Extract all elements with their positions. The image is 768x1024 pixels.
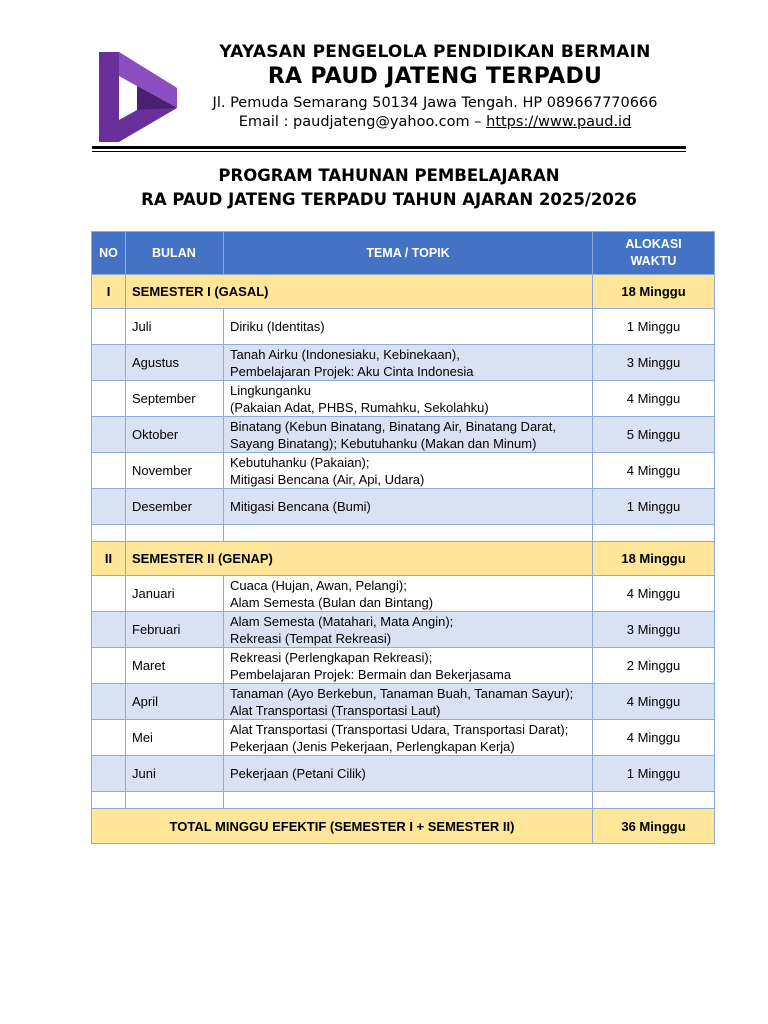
col-header-no: NO — [92, 232, 126, 275]
blank-cell — [224, 792, 593, 809]
email-text: Email : paudjateng@yahoo.com – — [238, 114, 487, 130]
duration-cell: 1 Minggu — [593, 309, 715, 345]
table-row — [92, 309, 715, 345]
row-number-cell — [92, 453, 126, 489]
school-name: RA PAUD JATENG TERPADU — [267, 64, 603, 89]
month-cell: Maret — [126, 648, 224, 684]
program-table — [91, 231, 715, 844]
col-header-alokasi-line2: WAKTU — [630, 254, 677, 268]
month-cell: Desember — [126, 489, 224, 525]
month-cell: Juni — [126, 756, 224, 792]
blank-cell — [593, 792, 715, 809]
theme-line: Sayang Binatang); Kebutuhanku (Makan dan Minum) — [230, 435, 537, 451]
table-row — [92, 756, 715, 792]
theme-cell — [224, 489, 593, 525]
row-number-cell — [92, 612, 126, 648]
theme-line: Binatang (Kebun Binatang, Binatang Air, Binatang Darat, — [230, 418, 556, 434]
month-cell: Januari — [126, 576, 224, 612]
blank-cell — [224, 525, 593, 542]
semester-number: I — [92, 275, 126, 309]
theme-cell — [224, 720, 593, 756]
semester-label: SEMESTER II (GENAP) — [126, 542, 593, 576]
row-number-cell — [92, 756, 126, 792]
semester-number: II — [92, 542, 126, 576]
logo-icon — [97, 50, 179, 142]
theme-cell — [224, 309, 593, 345]
row-number-cell — [92, 720, 126, 756]
row-number-cell — [92, 417, 126, 453]
duration-cell: 2 Minggu — [593, 648, 715, 684]
duration-cell: 4 Minggu — [593, 381, 715, 417]
row-number-cell — [92, 684, 126, 720]
total-label: TOTAL MINGGU EFEKTIF (SEMESTER I + SEMESTER II) — [92, 809, 593, 844]
row-number-cell — [92, 309, 126, 345]
theme-line: Lingkunganku — [230, 382, 311, 398]
document-title: PROGRAM TAHUNAN PEMBELAJARAN — [218, 166, 560, 185]
table-header-row — [92, 232, 715, 275]
theme-cell — [224, 345, 593, 381]
month-cell: April — [126, 684, 224, 720]
semester-total: 18 Minggu — [593, 275, 715, 309]
duration-cell: 4 Minggu — [593, 720, 715, 756]
theme-line: Tanaman (Ayo Berkebun, Tanaman Buah, Tanaman Sayur); — [230, 685, 574, 701]
theme-line: Alat Transportasi (Transportasi Udara, Transportasi Darat); — [230, 721, 569, 737]
month-cell: Juli — [126, 309, 224, 345]
semester-total: 18 Minggu — [593, 542, 715, 576]
theme-line: Cuaca (Hujan, Awan, Pelangi); — [230, 577, 407, 593]
table-row — [92, 612, 715, 648]
month-cell: November — [126, 453, 224, 489]
theme-cell — [224, 453, 593, 489]
header-divider-thick — [92, 146, 686, 149]
theme-line: Pembelajaran Projek: Aku Cinta Indonesia — [230, 363, 474, 379]
school-contact — [180, 114, 690, 130]
theme-cell — [224, 381, 593, 417]
theme-line: Pembelajaran Projek: Bermain dan Bekerjasama — [230, 666, 512, 682]
month-cell: Oktober — [126, 417, 224, 453]
theme-line: Mitigasi Bencana (Bumi) — [230, 499, 371, 514]
duration-cell: 4 Minggu — [593, 576, 715, 612]
header-divider-thin — [92, 151, 686, 152]
table-row — [92, 381, 715, 417]
table-body — [92, 275, 715, 844]
duration-cell: 3 Minggu — [593, 612, 715, 648]
theme-cell — [224, 576, 593, 612]
theme-cell — [224, 684, 593, 720]
theme-line: Tanah Airku (Indonesiaku, Kebinekaan), — [230, 346, 460, 362]
theme-cell — [224, 648, 593, 684]
row-number-cell — [92, 576, 126, 612]
total-value: 36 Minggu — [593, 809, 715, 844]
blank-cell — [126, 525, 224, 542]
blank-row — [92, 792, 715, 809]
school-address: Jl. Pemuda Semarang 50134 Jawa Tengah. HP 089667770666 — [212, 95, 658, 111]
month-cell: September — [126, 381, 224, 417]
semester-row — [92, 275, 715, 309]
duration-cell: 4 Minggu — [593, 453, 715, 489]
row-number-cell — [92, 381, 126, 417]
blank-row — [92, 525, 715, 542]
month-cell: Mei — [126, 720, 224, 756]
website-link[interactable]: https://www.paud.id — [486, 114, 632, 130]
duration-cell: 5 Minggu — [593, 417, 715, 453]
month-cell: Februari — [126, 612, 224, 648]
table-row — [92, 684, 715, 720]
theme-line: Alat Transportasi (Transportasi Laut) — [230, 702, 441, 718]
document-subtitle: RA PAUD JATENG TERPADU TAHUN AJARAN 2025/2026 — [141, 190, 637, 209]
theme-cell — [224, 612, 593, 648]
table-row — [92, 648, 715, 684]
semester-label: SEMESTER I (GASAL) — [126, 275, 593, 309]
organization-name: YAYASAN PENGELOLA PENDIDIKAN BERMAIN — [219, 42, 651, 62]
table-row — [92, 345, 715, 381]
col-header-bulan — [126, 232, 224, 275]
blank-cell — [126, 792, 224, 809]
col-header-alokasi-line1: ALOKASI — [625, 237, 682, 251]
col-header-alokasi — [593, 232, 715, 275]
duration-cell: 3 Minggu — [593, 345, 715, 381]
theme-cell — [224, 417, 593, 453]
theme-line: Rekreasi (Perlengkapan Rekreasi); — [230, 649, 433, 665]
table-row — [92, 576, 715, 612]
theme-line: Rekreasi (Tempat Rekreasi) — [230, 630, 392, 646]
theme-line: Pekerjaan (Jenis Pekerjaan, Perlengkapan Kerja) — [230, 738, 515, 754]
table-row — [92, 417, 715, 453]
blank-cell — [593, 525, 715, 542]
duration-cell: 1 Minggu — [593, 756, 715, 792]
theme-line: (Pakaian Adat, PHBS, Rumahku, Sekolahku) — [230, 399, 489, 415]
table-row — [92, 720, 715, 756]
row-number-cell — [92, 648, 126, 684]
duration-cell: 4 Minggu — [593, 684, 715, 720]
blank-cell — [92, 792, 126, 809]
theme-cell — [224, 756, 593, 792]
theme-line: Mitigasi Bencana (Air, Api, Udara) — [230, 471, 425, 487]
table-row — [92, 489, 715, 525]
col-header-bulan-label: BULAN — [152, 245, 196, 260]
duration-cell: 1 Minggu — [593, 489, 715, 525]
total-row — [92, 809, 715, 844]
row-number-cell — [92, 345, 126, 381]
blank-cell — [92, 525, 126, 542]
month-cell: Agustus — [126, 345, 224, 381]
theme-line: Alam Semesta (Matahari, Mata Angin); — [230, 613, 454, 629]
theme-line: Diriku (Identitas) — [230, 319, 325, 334]
theme-line: Alam Semesta (Bulan dan Bintang) — [230, 594, 434, 610]
table-row — [92, 453, 715, 489]
col-header-tema: TEMA / TOPIK — [224, 232, 593, 275]
semester-row — [92, 542, 715, 576]
theme-line: Kebutuhanku (Pakaian); — [230, 454, 370, 470]
theme-line: Pekerjaan (Petani Cilik) — [230, 766, 366, 781]
row-number-cell — [92, 489, 126, 525]
